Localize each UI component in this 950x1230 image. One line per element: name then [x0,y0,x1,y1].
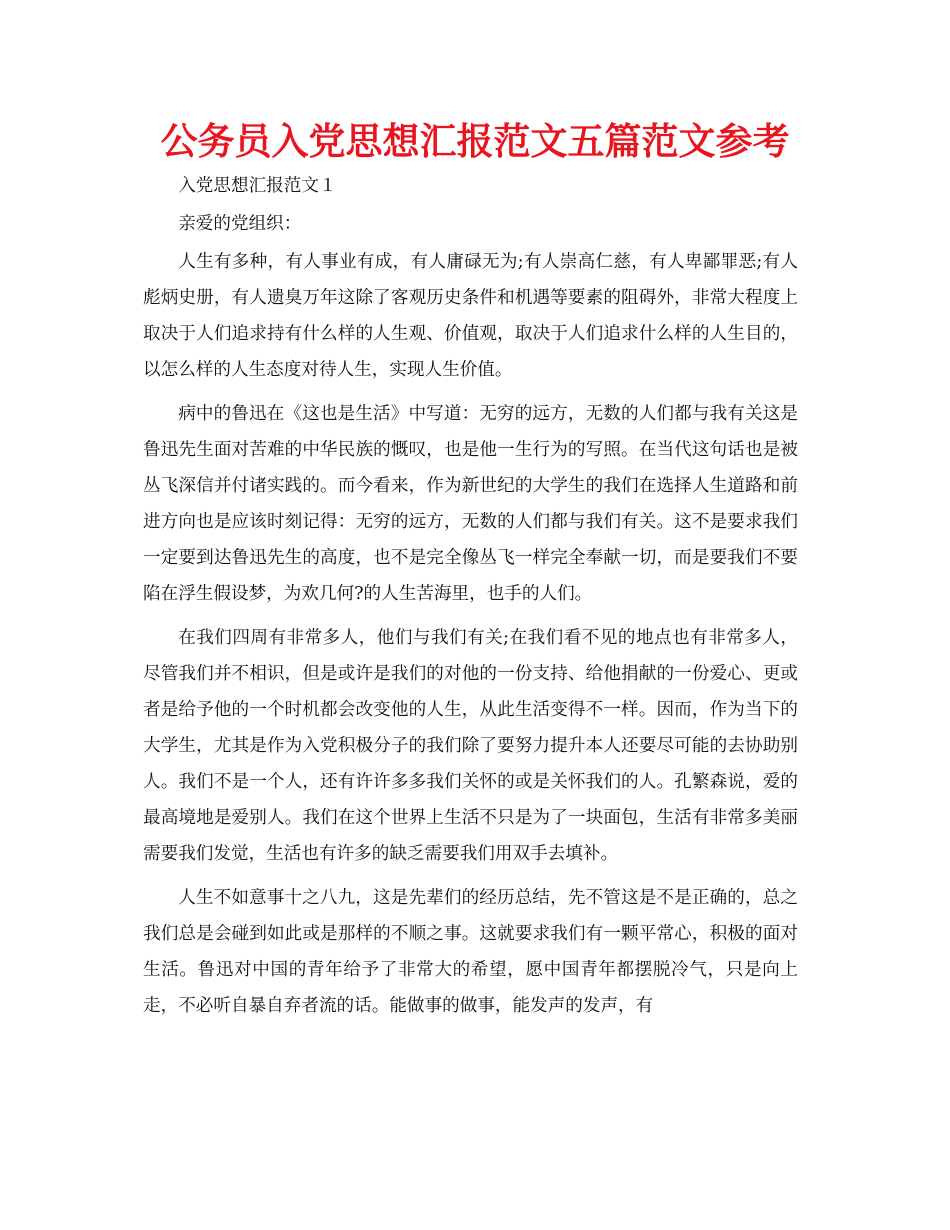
paragraph-1: 人生有多种，有人事业有成，有人庸碌无为;有人崇高仁慈，有人卑鄙罪恶;有人彪炳史册，有人遗臭万年这除了客观历史条件和机遇等要素的阻碍外，非常大程度上取决于人们追求持有什么样的人生观、价值观，取决于人们追求什么样的人生目的，以怎么样的人生态度对待人生，实现人生价值。 [143,252,798,380]
paragraph-4: 人生不如意事十之八九，这是先辈们的经历总结，先不管这是不是正确的，总之我们总是会碰到如此或是那样的不顺之事。这就要求我们有一颗平常心，积极的面对生活。鲁迅对中国的青年给予了非常大的希望，愿中国青年都摆脱冷气，只是向上走，不必听自暴自弃者流的话。能做事的做事，能发声的发声，有 [143,888,798,1016]
paragraph-3: 在我们四周有非常多人，他们与我们有关;在我们看不见的地点也有非常多人，尽管我们并不相识，但是或许是我们的对他的一份支持、给他捐献的一份爱心、更或者是给予他的一个时机都会改变他的人生，从此生活变得不一样。因而，作为当下的大学生，尤其是作为入党积极分子的我们除了要努力提升本人还要尽可能的去协助别人。我们不是一个人，还有许许多多我们关怀的或是关怀我们的人。孔繁森说，爱的最高境地是爱别人。我们在这个世界上生活不只是为了一块面包，生活有非常多美丽需要我们发觉，生活也有许多的缺乏需要我们用双手去填补。 [143,628,798,864]
document-title: 公务员入党思想汇报范文五篇范文参考 [160,120,790,163]
section-heading: 入党思想汇报范文１ [178,176,337,196]
salutation: 亲爱的党组织： [178,214,302,234]
document-body [143,168,798,1032]
paragraph-2: 病中的鲁迅在《这也是生活》中写道：无穷的远方，无数的人们都与我有关这是鲁迅先生面对苦难的中华民族的慨叹，也是他一生行为的写照。在当代这句话也是被丛飞深信并付诸实践的。而今看来，作为新世纪的大学生的我们在选择人生道路和前进方向也是应该时刻记得：无穷的远方，无数的人们都与我们有关。这不是要求我们一定要到达鲁迅先生的高度，也不是完全像丛飞一样完全奉献一切，而是要我们不要陷在浮生假设梦，为欢几何?的人生苦海里，也手的人们。 [143,404,798,604]
